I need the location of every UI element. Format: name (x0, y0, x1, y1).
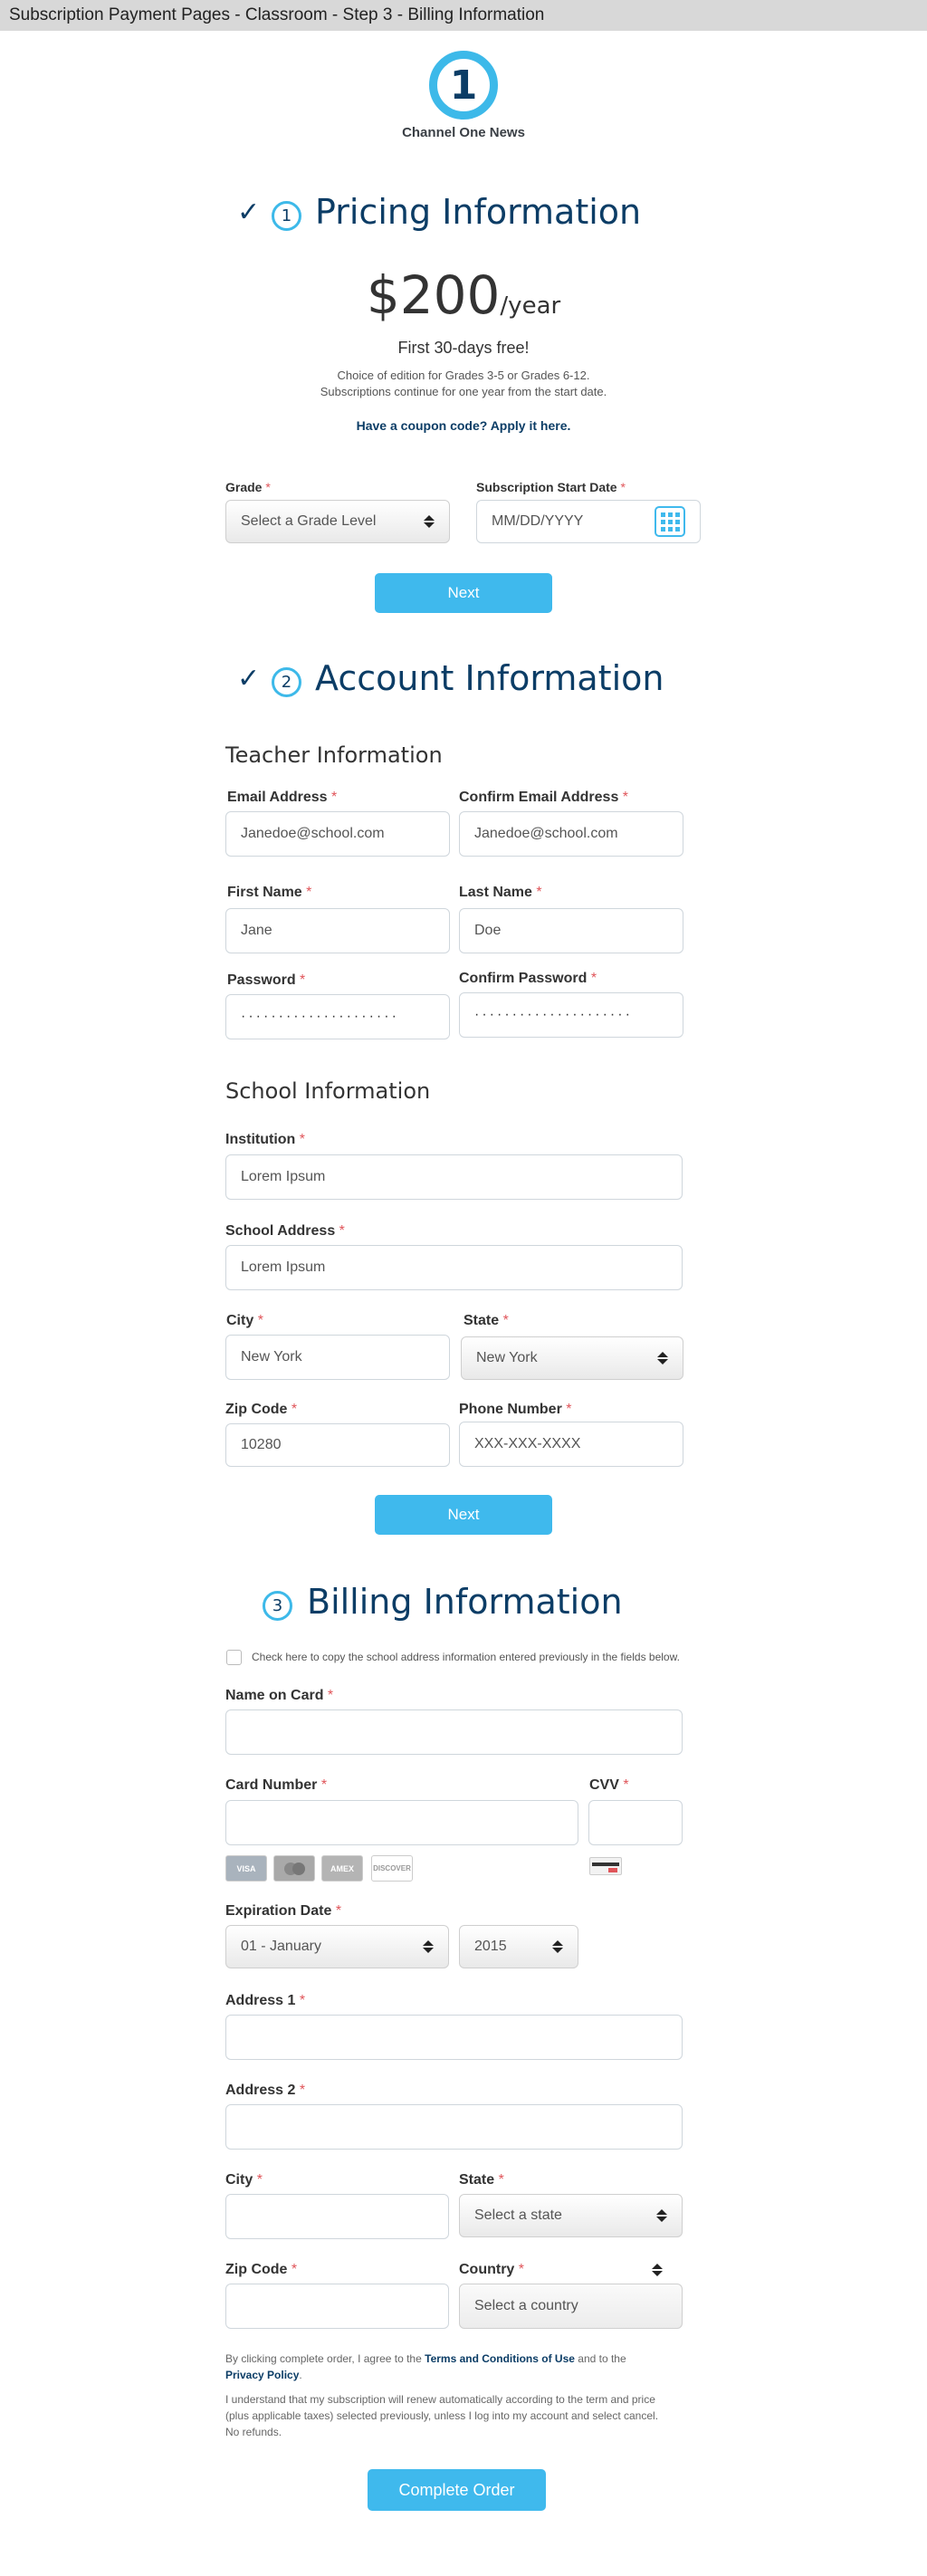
confirm-email-label: Confirm Email Address * (459, 790, 629, 805)
start-date-input[interactable] (476, 500, 701, 543)
email-input[interactable]: Janedoe@school.com (225, 811, 450, 857)
last-name-label: Last Name * (459, 885, 542, 900)
school-info-heading: School Information (225, 1078, 431, 1104)
first-name-input[interactable]: Jane (225, 908, 450, 953)
channel-one-logo-number: 1 (449, 62, 478, 109)
start-date-label: Subscription Start Date * (476, 480, 626, 494)
step3-title: Billing Information (307, 1582, 623, 1622)
name-on-card-input[interactable] (225, 1709, 683, 1755)
email-label: Email Address * (227, 790, 338, 805)
billing-city-label: City * (225, 2172, 263, 2188)
cvv-label: CVV * (589, 1777, 629, 1793)
card-number-label: Card Number * (225, 1777, 328, 1793)
step1-number-badge: 1 (272, 201, 301, 231)
teacher-info-heading: Teacher Information (225, 742, 443, 768)
step1-check-icon: ✓ (237, 196, 261, 228)
expiration-month-value: 01 - January (241, 1939, 321, 1954)
address2-label: Address 2 * (225, 2083, 306, 2098)
expiration-year-value: 2015 (474, 1939, 507, 1954)
visa-icon: VISA (225, 1855, 267, 1882)
select-arrows-icon (424, 515, 435, 528)
country-select[interactable] (459, 2284, 683, 2329)
address1-input[interactable] (225, 2015, 683, 2060)
window-title: Subscription Payment Pages - Classroom - Step 3 - Billing Information (0, 0, 927, 31)
school-address-label: School Address * (225, 1223, 345, 1239)
phone-input[interactable]: XXX-XXX-XXXX (459, 1422, 683, 1467)
expiration-month-select[interactable] (225, 1925, 449, 1968)
select-arrows-icon (423, 1940, 434, 1953)
step3-number-badge: 3 (263, 1591, 292, 1621)
step2-title: Account Information (315, 658, 664, 698)
address1-label: Address 1 * (225, 1993, 306, 2008)
trial-text: First 30-days free! (397, 339, 530, 357)
name-on-card-label: Name on Card * (225, 1688, 334, 1703)
billing-zip-label: Zip Code * (225, 2262, 298, 2277)
expiration-label: Expiration Date * (225, 1903, 342, 1919)
mastercard-icon (273, 1855, 315, 1882)
privacy-link[interactable]: Privacy Policy (225, 2369, 300, 2381)
password-input[interactable]: ····················· (225, 994, 450, 1039)
zip-input[interactable]: 10280 (225, 1423, 450, 1467)
step2-check-icon: ✓ (237, 663, 261, 694)
terms-link[interactable]: Terms and Conditions of Use (425, 2352, 575, 2365)
confirm-password-label: Confirm Password * (459, 971, 597, 986)
complete-order-button[interactable]: Complete Order (368, 2469, 546, 2511)
discover-icon: DISCOVER (371, 1855, 413, 1882)
brand-name: Channel One News (402, 125, 525, 140)
billing-state-label: State * (459, 2172, 504, 2188)
price-amount: $200 (366, 264, 501, 326)
copy-address-text: Check here to copy the school address information entered previously in the fields below. (252, 1651, 680, 1663)
terms-text: By clicking complete order, I agree to the Terms and Conditions of Use and to the Privacy Policy. (225, 2352, 626, 2381)
phone-label: Phone Number * (459, 1402, 572, 1417)
cvv-card-icon (589, 1857, 622, 1875)
institution-label: Institution * (225, 1132, 305, 1147)
country-arrows-icon (652, 2264, 663, 2276)
country-label: Country * (459, 2262, 525, 2277)
institution-input[interactable]: Lorem Ipsum (225, 1154, 683, 1200)
billing-state-select[interactable] (459, 2194, 683, 2237)
select-arrows-icon (656, 2209, 667, 2222)
select-arrows-icon (552, 1940, 563, 1953)
confirm-email-input[interactable]: Janedoe@school.com (459, 811, 683, 857)
state-select-value: New York (476, 1350, 538, 1365)
address2-input[interactable] (225, 2104, 683, 2150)
price-period: /year (500, 292, 561, 320)
billing-state-placeholder: Select a state (474, 2207, 562, 2223)
expiration-year-select[interactable] (459, 1925, 578, 1968)
start-date-placeholder: MM/DD/YYYY (492, 513, 584, 529)
grade-label: Grade * (225, 480, 271, 494)
subscription-note: Subscriptions continue for one year from the start date. (320, 385, 607, 398)
password-label: Password * (227, 972, 306, 988)
select-arrows-icon (657, 1352, 668, 1365)
billing-zip-input[interactable] (225, 2284, 449, 2329)
billing-city-input[interactable] (225, 2194, 449, 2239)
copy-address-checkbox[interactable] (226, 1650, 242, 1665)
step2-next-button[interactable]: Next (375, 1495, 552, 1535)
step2-number-badge: 2 (272, 667, 301, 697)
edition-note: Choice of edition for Grades 3-5 or Grades 6-12. (337, 369, 590, 382)
price-display (282, 264, 645, 326)
coupon-link[interactable]: Have a coupon code? Apply it here. (356, 418, 571, 433)
city-label: City * (226, 1313, 263, 1328)
step1-title: Pricing Information (315, 192, 642, 232)
school-address-input[interactable]: Lorem Ipsum (225, 1245, 683, 1290)
grade-select[interactable] (225, 500, 450, 543)
zip-label: Zip Code * (225, 1402, 298, 1417)
confirm-password-input[interactable]: ····················· (459, 992, 683, 1038)
grade-select-value: Select a Grade Level (241, 513, 377, 529)
state-label: State * (464, 1313, 509, 1328)
first-name-label: First Name * (227, 885, 312, 900)
step1-next-button[interactable]: Next (375, 573, 552, 613)
renewal-text: I understand that my subscription will renew automatically according to the term and price (plus applicable taxes) selected previously, unless I log into my account and select cancel. No refunds. (225, 2393, 659, 2438)
state-select[interactable] (461, 1336, 683, 1380)
last-name-input[interactable]: Doe (459, 908, 683, 953)
amex-icon: AMEX (321, 1855, 363, 1882)
card-number-input[interactable] (225, 1800, 578, 1845)
city-input[interactable]: New York (225, 1335, 450, 1380)
country-placeholder: Select a country (474, 2298, 578, 2313)
cvv-input[interactable] (588, 1800, 683, 1845)
calendar-icon[interactable] (655, 506, 685, 537)
